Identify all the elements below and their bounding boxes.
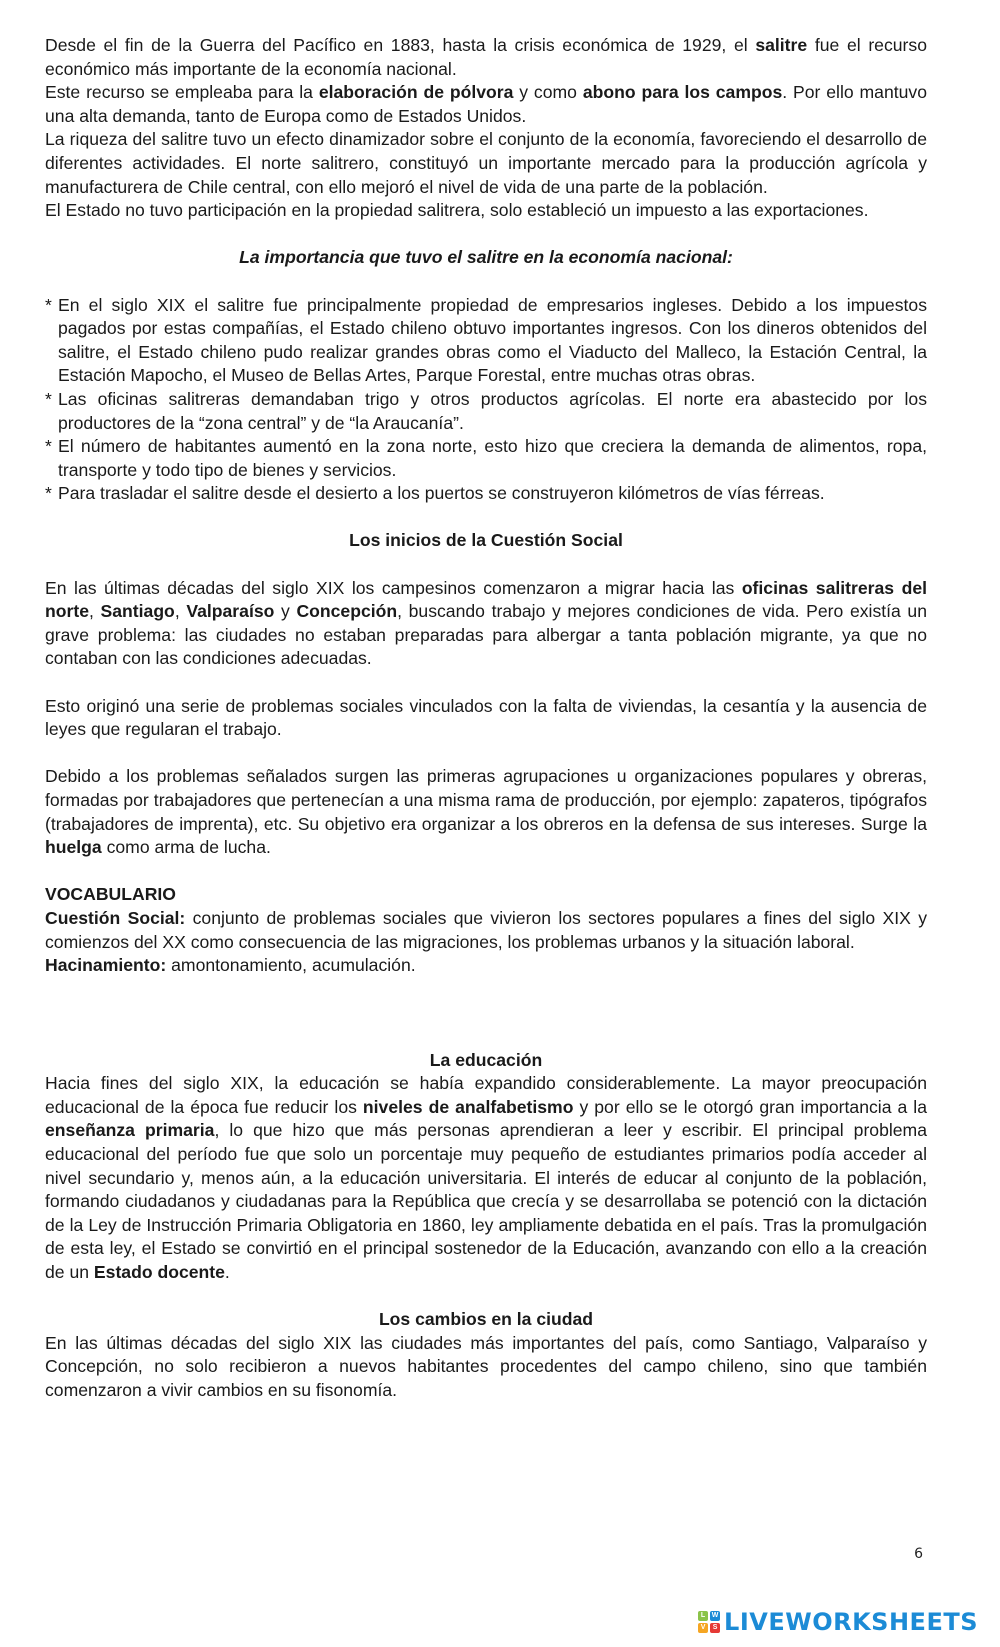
text-span: como arma de lucha. — [101, 837, 271, 858]
text-span: Hacia fines del siglo XIX, la educación se había expandido considerablemente. La mayor preocupación educacional de la época fue reducir los — [45, 1073, 927, 1117]
bold-term: Concepción — [296, 601, 398, 622]
logo-square-icon: S — [710, 1623, 720, 1633]
list-item — [45, 388, 927, 435]
logo-grid-icon — [698, 1611, 720, 1633]
bold-term: Valparaíso — [186, 601, 275, 622]
vocabulary-entry-1 — [45, 907, 927, 954]
vocabulary-definition: amontonamiento, acumulación. — [166, 955, 416, 976]
section-title-ciudad: Los cambios en la ciudad — [378, 1309, 594, 1330]
text-span: Debido a los problemas señalados surgen las primeras agrupaciones u organizaciones populares y obreras, formadas por trabajadores que pertenecían a una misma rama de producción, por ejemplo: zapateros, tipógrafos (trabajadores de imprenta), etc. Su objetivo era organizar a los obreros en la defensa de sus intereses. Surge la — [45, 766, 927, 834]
text-span: Desde el fin de la Guerra del Pacífico en 1883, hasta la crisis económica de 1929, el — [45, 35, 756, 55]
list-item — [45, 482, 927, 506]
cuestion-social-paragraph-2: Esto originó una serie de problemas sociales vinculados con la falta de viviendas, la cesantía y la ausencia de leyes que regularan el trabajo. — [45, 695, 927, 740]
text-span: . Por ello mantuvo una alta demanda, tanto de Europa como de Estados Unidos. — [45, 82, 927, 126]
importancia-list — [45, 294, 927, 506]
intro-paragraph-2 — [45, 81, 927, 128]
text-span: En las últimas décadas del siglo XIX los campesinos comenzaron a migrar hacia las — [45, 577, 742, 598]
vocabulary-entry-2 — [45, 954, 927, 978]
logo-wordmark: LIVEWORKSHEETS — [724, 1608, 978, 1636]
text-span: , — [174, 601, 187, 622]
educacion-paragraph — [45, 1072, 927, 1284]
logo-square-icon: W — [711, 1612, 719, 1619]
logo-square-icon: L — [698, 1611, 708, 1621]
ciudad-paragraph: En las últimas décadas del siglo XIX las ciudades más importantes del país, como Santiago, Valparaíso y Concepción, no solo recibieron a nuevos habitantes procedentes del campo chileno, sino que también comenzaron a vivir cambios en su fisonomía. — [45, 1332, 927, 1400]
bold-term: huelga — [45, 837, 102, 858]
bullet-star: * — [45, 436, 52, 457]
cuestion-social-paragraph-1 — [45, 577, 927, 671]
vocabulary-title: VOCABULARIO — [45, 884, 176, 905]
liveworksheets-logo[interactable] — [698, 1605, 978, 1639]
bold-term: Santiago — [100, 601, 175, 622]
text-span: fue el recurso económico más importante de la economía nacional. — [45, 35, 927, 79]
text-span: , buscando trabajo y mejores condiciones de vida. Pero existía un grave problema: las ciudades no estaban preparadas para albergar a tanta población migrante, ya que no contaban con las condiciones adecuadas. — [45, 601, 928, 669]
text-span: y — [274, 601, 297, 622]
list-item — [45, 435, 927, 482]
text-span: y como — [513, 82, 583, 103]
bold-term: Estado docente — [93, 1261, 225, 1282]
vocabulary-term: Cuestión Social: — [45, 907, 186, 928]
logo-square-icon: V — [698, 1623, 708, 1633]
text-span: Este recurso se empleaba para la — [45, 82, 319, 103]
intro-paragraph-4: El Estado no tuvo participación en la propiedad salitrera, solo estableció un impuesto a las exportaciones. — [45, 200, 869, 221]
vocabulary-term: Hacinamiento: — [45, 955, 167, 976]
bullet-star: * — [45, 388, 52, 409]
list-item — [45, 294, 927, 388]
bold-term: elaboración de pólvora — [318, 82, 514, 103]
list-item-text: Para trasladar el salitre desde el desierto a los puertos se construyeron kilómetros de vías férreas. — [58, 483, 825, 504]
list-item-text: Las oficinas salitreras demandaban trigo y otros productos agrícolas. El norte era abastecido por los productores de la “zona central” y de “la Araucanía”. — [58, 388, 927, 433]
bold-term: salitre — [755, 35, 808, 55]
vocabulary-definition: conjunto de problemas sociales que vivieron los sectores populares a fines del siglo XIX y comienzos del XX como consecuencia de las migraciones, los problemas urbanos y la situación laboral. — [45, 907, 927, 952]
cuestion-social-paragraph-3 — [45, 765, 927, 859]
bold-term: oficinas salitreras del norte — [45, 577, 927, 622]
document-page — [45, 34, 927, 1402]
bold-term: enseñanza primaria — [45, 1120, 215, 1141]
bullet-star: * — [45, 294, 52, 315]
list-item-text: El número de habitantes aumentó en la zona norte, esto hizo que creciera la demanda de alimentos, ropa, transporte y todo tipo de bienes y servicios. — [58, 436, 927, 480]
bold-term: niveles de analfabetismo — [362, 1096, 574, 1117]
list-item-text: En el siglo XIX el salitre fue principalmente propiedad de empresarios ingleses. Debido a los impuestos pagados por estas compañías, el Estado chileno obtuvo importantes ingresos. Con los dineros obtenidos del salitre, el Estado chileno pudo realizar grandes obras como el Viaducto del Malleco, la Estación Central, la Estación Mapocho, el Museo de Bellas Artes, Parque Forestal, entre muchas otras obras. — [58, 294, 927, 386]
bullet-star: * — [45, 483, 52, 504]
page-number: 6 — [914, 1546, 923, 1562]
text-span: . — [224, 1261, 230, 1282]
intro-paragraph-3: La riqueza del salitre tuvo un efecto dinamizador sobre el conjunto de la economía, favoreciendo el desarrollo de diferentes actividades. El norte salitrero, constituyó un importante mercado para la producción agrícola y manufacturera de Chile central, con ello mejoró el nivel de vida de una parte de la población. — [45, 129, 927, 197]
text-span: y por ello se le otorgó gran importancia a la — [573, 1096, 927, 1117]
text-span: , — [88, 601, 101, 622]
section-title-cuestion-social: Los inicios de la Cuestión Social — [349, 530, 623, 551]
section-title-educacion: La educación — [429, 1049, 543, 1070]
text-span: , lo que hizo que más personas aprendieran a leer y escribir. El principal problema educacional del período fue que solo un porcentaje muy pequeño de estudiantes primarios podía acceder al nivel secundario y, menos aún, a la educación universitaria. El interés de educar al conjunto de la población, formando ciudadanos y ciudadanas para la República que crecía y se desarrollaba se potenció con la dictación de la Ley de Instrucción Primaria Obligatoria en 1860, ley ampliamente debatida en el país. Tras la promulgación de esta ley, el Estado se convirtió en el principal sostenedor de la Educación, avanzando con ello a la creación de un — [45, 1120, 928, 1282]
bold-term: abono para los campos — [582, 82, 783, 103]
section-title-importancia: La importancia que tuvo el salitre en la economía nacional: — [239, 247, 733, 268]
intro-paragraph-1 — [45, 34, 927, 81]
